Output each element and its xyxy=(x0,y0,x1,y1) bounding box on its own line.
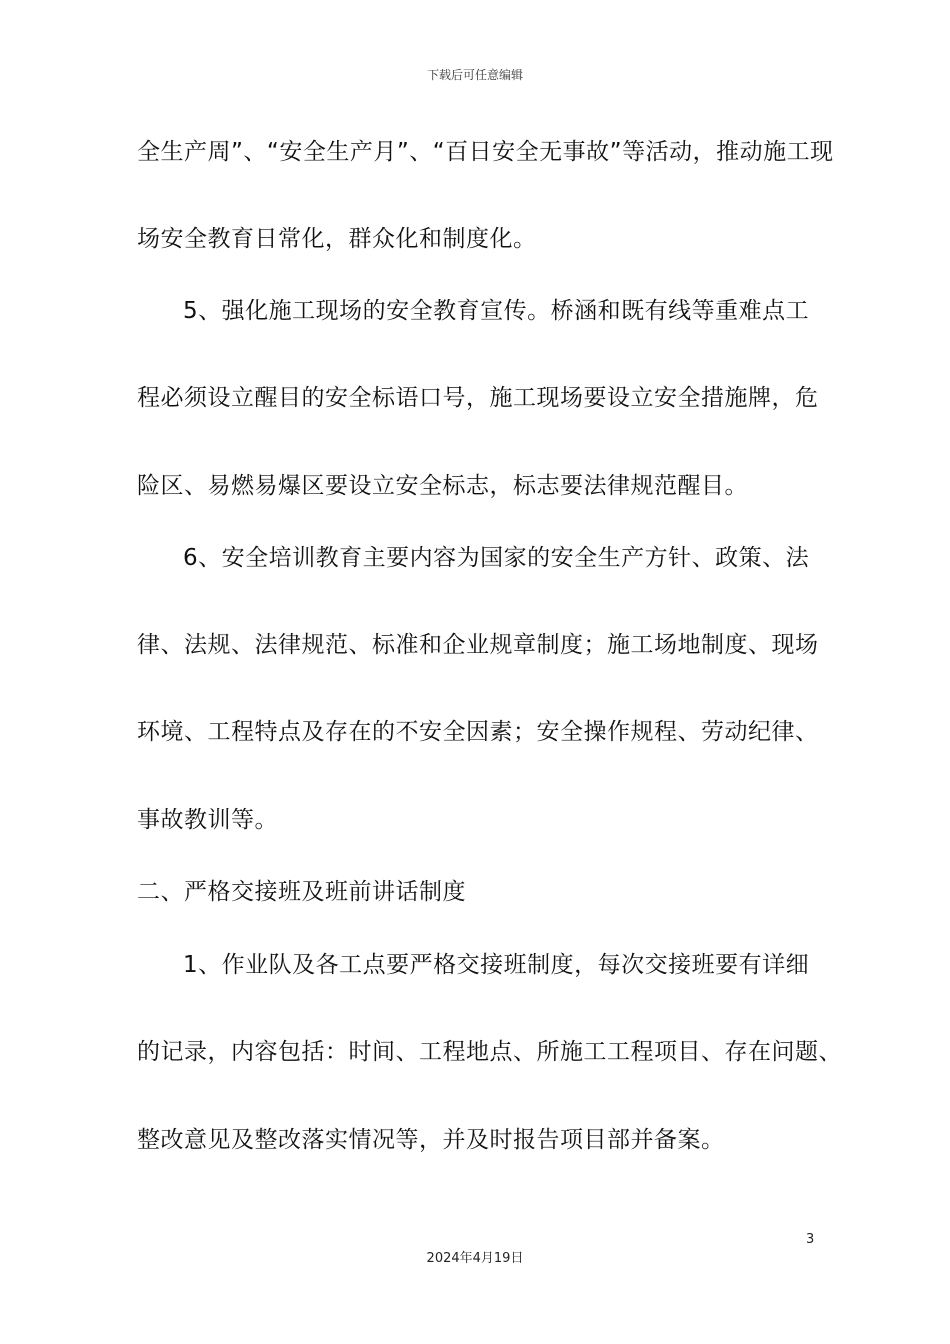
body-text-line: 场安全教育日常化，群众化和制度化。 xyxy=(137,226,537,252)
section-heading: 二、严格交接班及班前讲话制度 xyxy=(137,879,466,905)
paragraph-item-5: 5、强化施工现场的安全教育宣传。桥涵和既有线等重难点工 xyxy=(183,298,810,324)
paragraph-item-6: 6、安全培训教育主要内容为国家的安全生产方针、政策、法 xyxy=(183,545,810,571)
footer-date: 2024年4月19日 xyxy=(426,1251,524,1266)
page-header: 下载后可任意编辑 xyxy=(426,68,523,82)
paragraph-item-1: 1、作业队及各工点要严格交接班制度，每次交接班要有详细 xyxy=(183,952,810,978)
body-text-line: 险区、易燃易爆区要设立安全标志，标志要法律规范醒目。 xyxy=(137,473,748,499)
body-text-line: 程必须设立醒目的安全标语口号，施工现场要设立安全措施牌，危 xyxy=(137,385,819,411)
body-text-line: 律、法规、法律规范、标准和企业规章制度；施工场地制度、现场 xyxy=(137,632,819,658)
page-number: 3 xyxy=(806,1232,815,1247)
body-text-line: 环境、工程特点及存在的不安全因素；安全操作规程、劳动纪律、 xyxy=(137,719,819,745)
body-text-line: 的记录，内容包括：时间、工程地点、所施工工程项目、存在问题、 xyxy=(137,1039,842,1065)
body-text-line: 整改意见及整改落实情况等，并及时报告项目部并备案。 xyxy=(137,1127,725,1153)
body-text-line: 全生产周”、“安全生产月”、“百日安全无事故”等活动，推动施工现 xyxy=(137,139,834,165)
body-text-line: 事故教训等。 xyxy=(137,807,278,833)
